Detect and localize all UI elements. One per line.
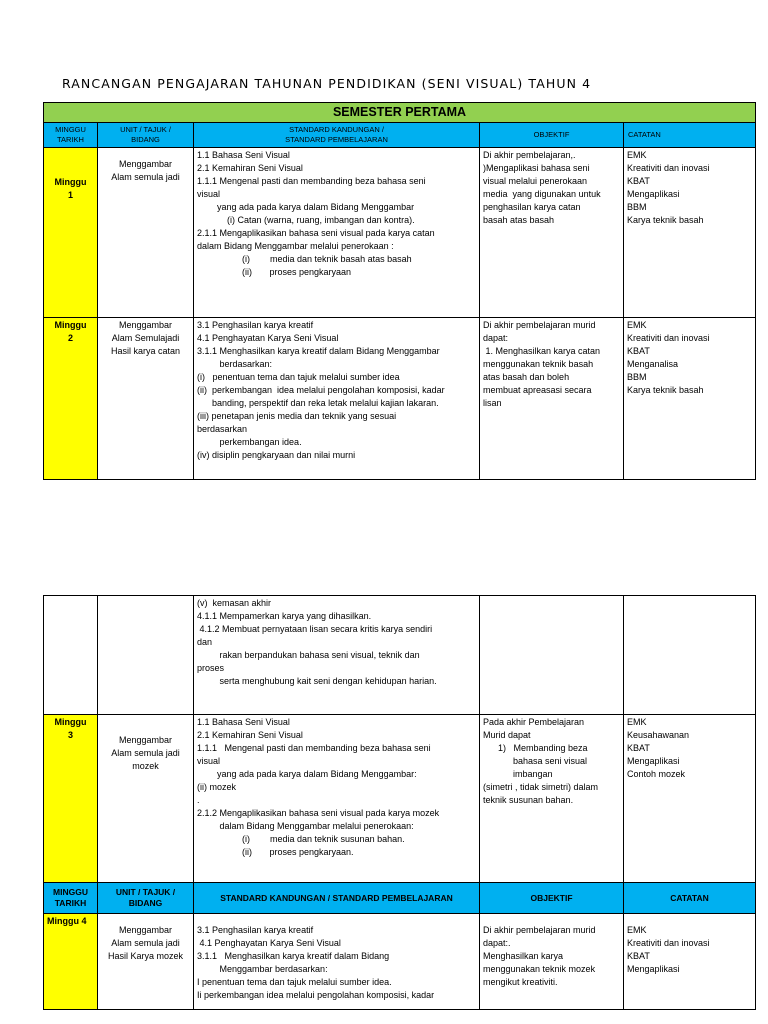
table-row [44, 715, 756, 883]
objektif-cell: Di akhir pembelajaran,. )Mengaplikasi bahasa seni visual melalui penerokaan media yang digunakan untuk penghasilan karya catan basah atas basah [480, 148, 624, 318]
catatan-cell [624, 596, 756, 715]
unit-cell [98, 596, 194, 715]
page-title: RANCANGAN PENGAJARAN TAHUNAN PENDIDIKAN (SENI VISUAL) TAHUN 4 [62, 76, 592, 91]
header-unit: UNIT / TAJUK / BIDANG [98, 123, 194, 148]
header-catatan: CATATAN [624, 883, 756, 914]
week-cell: Minggu 1 [44, 148, 98, 318]
week-cell [44, 596, 98, 715]
standard-cell: 3.1 Penghasilan karya kreatif 4.1 Penghayatan Karya Seni Visual 3.1.1 Menghasilkan karya kreatif dalam Bidang Menggambar berdasarkan: (i) penentuan tema dan tajuk melalui sumber idea (ii) perkembangan idea melalui pengolahan komposisi, kadar banding, perspektif dan reka letak melalui kajian lakaran. (iii) penetapan jenis media dan teknik yang sesuai berdasarkan perkembangan idea. (iv) disiplin pengkaryaan dan nilai murni [194, 318, 480, 480]
catatan-cell: EMK Kreativiti dan inovasi KBAT Mengaplikasi [624, 914, 756, 1010]
header-minggu: MINGGU TARIKH [44, 123, 98, 148]
header-minggu: MINGGU TARIKH [44, 883, 98, 914]
header-objektif: OBJEKTIF [480, 123, 624, 148]
header-unit: UNIT / TAJUK / BIDANG [98, 883, 194, 914]
week-cell: Minggu 4 [44, 914, 98, 1010]
header-standard: STANDARD KANDUNGAN / STANDARD PEMBELAJARAN [194, 123, 480, 148]
unit-cell: Menggambar Alam Semulajadi Hasil karya catan [98, 318, 194, 480]
objektif-cell: Di akhir pembelajaran murid dapat: 1. Menghasilkan karya catan menggunakan teknik basah atas basah dan boleh membuat apreasasi secara lisan [480, 318, 624, 480]
unit-cell: Menggambar Alam semula jadi Hasil Karya mozek [98, 914, 194, 1010]
lesson-plan-table-1 [43, 102, 756, 480]
unit-cell: Menggambar Alam semula jadi [98, 148, 194, 318]
objektif-cell: Pada akhir Pembelajaran Murid dapat 1) Membanding beza bahasa seni visual imbangan (simetri , tidak simetri) dalam teknik susunan bahan. [480, 715, 624, 883]
standard-cell: 1.1 Bahasa Seni Visual 2.1 Kemahiran Seni Visual 1.1.1 Mengenal pasti dan membanding beza bahasa seni visual yang ada pada karya dalam Bidang Menggambar: (ii) mozek . 2.1.2 Mengaplikasikan bahasa seni visual pada karya mozek dalam Bidang Menggambar melalui penerokaan: (i) media dan teknik susunan bahan. (ii) proses pengkaryaan. [194, 715, 480, 883]
header-standard: STANDARD KANDUNGAN / STANDARD PEMBELAJARAN [194, 883, 480, 914]
week-cell: Minggu 2 [44, 318, 98, 480]
unit-cell: Menggambar Alam semula jadi mozek [98, 715, 194, 883]
standard-cell: 1.1 Bahasa Seni Visual 2.1 Kemahiran Seni Visual 1.1.1 Mengenal pasti dan membanding beza bahasa seni visual yang ada pada karya dalam Bidang Menggambar (i) Catan (warna, ruang, imbangan dan kontra). 2.1.1 Mengaplikasikan bahasa seni visual pada karya catan dalam Bidang Menggambar melalui penerokaan : (i) media dan teknik basah atas basah (ii) proses pengkaryaan [194, 148, 480, 318]
objektif-cell: Di akhir pembelajaran murid dapat:. Menghasilkan karya menggunakan teknik mozek mengikut kreativiti. [480, 914, 624, 1010]
lesson-plan-table-2 [43, 595, 756, 1010]
standard-cell: (v) kemasan akhir 4.1.1 Mempamerkan karya yang dihasilkan. 4.1.2 Membuat pernyataan lisan secara kritis karya sendiri dan rakan berpandukan bahasa seni visual, teknik dan proses serta menghubung kait seni dengan kehidupan harian. [194, 596, 480, 715]
standard-cell: 3.1 Penghasilan karya kreatif 4.1 Penghayatan Karya Seni Visual 3.1.1 Menghasilkan karya kreatif dalam Bidang Menggambar berdasarkan: I penentuan tema dan tajuk melalui sumber idea. Ii perkembangan idea melalui pengolahan komposisi, kadar [194, 914, 480, 1010]
catatan-cell: EMK Kreativiti dan inovasi KBAT Mengaplikasi BBM Karya teknik basah [624, 148, 756, 318]
week-cell: Minggu 3 [44, 715, 98, 883]
header-catatan: CATATAN [624, 123, 756, 148]
header-objektif: OBJEKTIF [480, 883, 624, 914]
table-row [44, 596, 756, 715]
table-row [44, 318, 756, 480]
catatan-cell: EMK Kreativiti dan inovasi KBAT Menganalisa BBM Karya teknik basah [624, 318, 756, 480]
semester-heading: SEMESTER PERTAMA [44, 103, 756, 123]
table-row [44, 148, 756, 318]
objektif-cell [480, 596, 624, 715]
catatan-cell: EMK Keusahawanan KBAT Mengaplikasi Contoh mozek [624, 715, 756, 883]
table-row [44, 914, 756, 1010]
